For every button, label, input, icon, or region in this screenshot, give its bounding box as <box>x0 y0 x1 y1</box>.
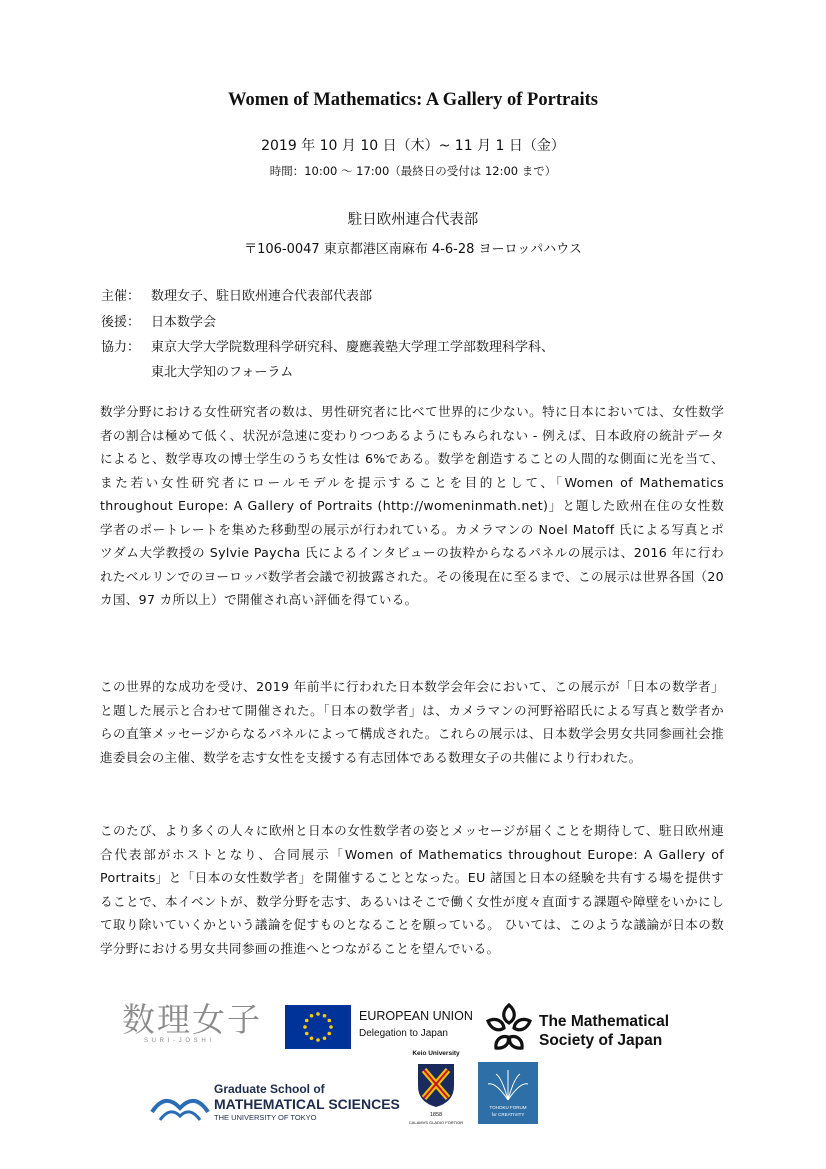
organizer-host <box>101 285 372 304</box>
document-title: Women of Mathematics: A Gallery of Portraits <box>228 90 598 110</box>
tohoku-forum-logo <box>478 1062 538 1124</box>
body-paragraph-3: このたび、より多くの人々に欧州と日本の女性数学者の姿とメッセージが届くことを期待して、駐日欧州連合代表部がホストとなり、合同展示「Women of Mathematics throughout Europe: A Gallery of Portraits」と「日本の女性数学者」を開催することとなった。EU 諸国と日本の経験を共有する場を提供することで、本イベントが、数学分野を志す、あるいはそこで働く女性が度々直面する課題や障壁をいかにして取り除いていくかという議論を促すものとなることを願っている。 ひいては、このような議論が日本の数学分野における男女共同参画の推進へとつながることを望んでいる。 <box>100 823 724 956</box>
surijoshi-logo-sub: S U R I - J O S H I <box>144 1038 213 1044</box>
body-paragraph-1: 数学分野における女性研究者の数は、男性研究者に比べて世界的に少ない。特に日本においては、女性数学者の割合は極めて低く、状況が急速に変わりつつあるようにもみられない - 例えば、日本政府の統計データによると、数学専攻の博士学生のうち女性は 6%である。数学を創造することの人間的な側面に光を当て、また若い女性研究者にロールモデルを提示することを目的として、「Women of Mathematics throughout Europe: A Gallery of Portraits (http://womeninmath.net)」と題した欧州在住の女性数学者のポートレートを集めた移動型の展示が行われている。カメラマンの Noel Matoff 氏による写真とポツダム大学教授の Sylvie Paycha 氏によるインタビューの抜粋からなるパネルの展示は、2016 年に行われたベルリンでのヨーロッパ数学者会議で初披露された。その後現在に至るまで、この展示は世界各国（20 カ国、97 カ所以上）で開催され高い評価を得ている。 <box>100 404 724 607</box>
event-address: 〒106-0047 東京都港区南麻布 4-6-28 ヨーロッパハウス <box>244 242 582 257</box>
eu-star-icon <box>323 1014 327 1018</box>
sakura-flower-icon <box>483 1001 535 1055</box>
organizer-coop-label: 協力： <box>101 340 141 355</box>
tohoku-logo-line1: TOHOKU FORUM <box>489 1105 527 1110</box>
eu-star-icon <box>329 1025 333 1029</box>
surijoshi-logo-mark: 数理女子 <box>122 1000 262 1039</box>
eu-flag-icon <box>285 1005 351 1049</box>
tohoku-logo-line2: for CREATIVITY <box>491 1112 525 1117</box>
ut-wing-icon <box>150 1086 210 1126</box>
eu-delegation-logo <box>285 1003 475 1051</box>
eu-star-icon <box>327 1032 331 1036</box>
msj-logo-line1: The Mathematical <box>539 1013 670 1030</box>
organizer-support <box>101 311 216 330</box>
eu-star-icon <box>305 1019 309 1023</box>
organizer-coop <box>101 336 554 355</box>
eu-star-icon <box>305 1032 309 1036</box>
msj-logo <box>483 1001 683 1057</box>
organizer-support-value: 日本数学会 <box>151 315 217 330</box>
ut-logo-line1: Graduate School of <box>214 1082 325 1096</box>
keio-logo-title: Keio University <box>412 1050 460 1057</box>
eu-star-icon <box>316 1038 320 1042</box>
organizer-coop-line2: 東北大学知のフォーラム <box>151 365 294 380</box>
eu-star-icon <box>310 1014 314 1018</box>
ut-logo-line2: MATHEMATICAL SCIENCES <box>214 1096 400 1112</box>
organizer-support-label: 後援： <box>101 315 141 330</box>
keio-logo <box>403 1050 469 1140</box>
keio-logo-year: 1858 <box>429 1112 443 1118</box>
eu-logo-line2: Delegation to Japan <box>359 1028 448 1039</box>
eu-star-icon <box>327 1019 331 1023</box>
body-paragraph-2: この世界的な成功を受け、2019 年前半に行われた日本数学会年会において、この展示が「日本の数学者」と題した展示と合わせて開催された。「日本の数学者」は、カメラマンの河野裕昭氏による写真と数学者からの直筆メッセージからなるパネルによって構成された。これらの展示は、日本数学会男女共同参画社会推進委員会の主催、数学を志す女性を支援する有志団体である数理女子の共催により行われた。 <box>100 679 724 765</box>
eu-star-icon <box>316 1012 320 1016</box>
eu-logo-line1: EUROPEAN UNION <box>359 1009 473 1023</box>
organizer-coop-value-1: 東京大学大学院数理科学研究科、慶應義塾大学理工学部数理科学科、 <box>151 340 555 355</box>
surijoshi-logo <box>122 1002 272 1052</box>
organizer-host-label: 主催： <box>101 289 141 304</box>
eu-star-icon <box>303 1025 307 1029</box>
eu-star-icon <box>310 1036 314 1040</box>
ut-logo-line3: THE UNIVERSITY OF TOKYO <box>214 1113 317 1122</box>
tohoku-tree-icon <box>478 1064 538 1104</box>
event-dates: 2019 年 10 月 10 日（木）~ 11 月 1 日（金） <box>261 138 565 154</box>
organizer-host-value: 数理女子、駐日欧州連合代表部代表部 <box>151 289 373 304</box>
eu-star-icon <box>323 1036 327 1040</box>
keio-logo-motto: CALAMVS GLADIO FORTIOR <box>408 1120 464 1125</box>
ut-math-sciences-logo <box>150 1080 400 1130</box>
msj-logo-line2: Society of Japan <box>539 1032 663 1049</box>
event-hours: 時間：10:00 ～ 17:00（最終日の受付は 12:00 まで） <box>269 164 557 178</box>
event-venue: 駐日欧州連合代表部 <box>347 212 479 228</box>
keio-pen-crest-icon <box>416 1062 456 1108</box>
